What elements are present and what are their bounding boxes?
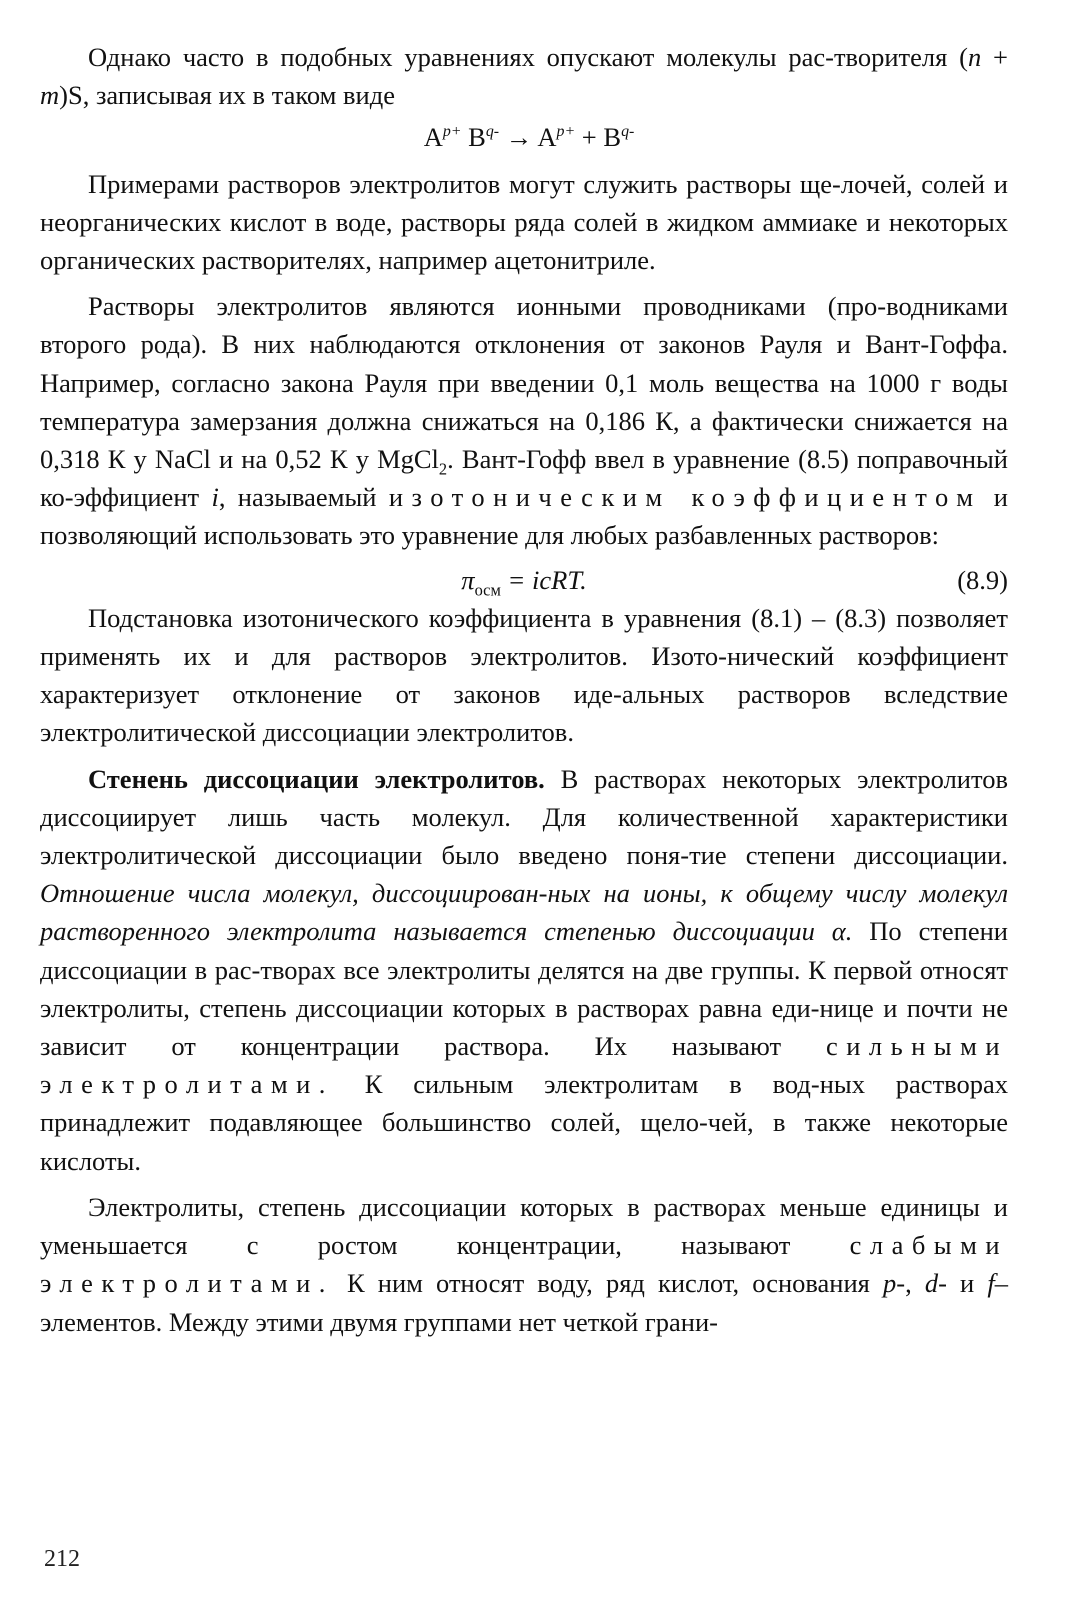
equation-number: (8.9) <box>957 564 1008 595</box>
term-strong-electrolytes: сильными электролитами. <box>40 1031 1008 1100</box>
separator-2: - и <box>938 1268 988 1299</box>
eq-subscript-osm: осм <box>474 579 501 599</box>
paragraph-6-text-2: К ним относят воду, ряд кислот, основания <box>333 1268 883 1299</box>
paragraph-1-text-end: )S, записывая их в таком виде <box>59 80 395 111</box>
equation-dissociation <box>40 118 1008 156</box>
eq-charge-p-plus: p+ <box>442 123 462 141</box>
paragraph-1-text: Однако часто в подобных уравнениях опускают молекулы рас-творителя ( <box>88 42 968 72</box>
paragraph-6-text-3: –элементов. Между этими двумя группами нет четкой грани- <box>40 1268 1008 1337</box>
paragraph-6 <box>40 1188 1008 1341</box>
eq-charge-q-minus: q- <box>485 123 500 141</box>
eq-anion-B: B <box>468 122 486 153</box>
eq-product-B: B <box>603 122 622 153</box>
eq-product-charge-p: p+ <box>556 123 576 141</box>
paragraph-1 <box>40 38 1008 114</box>
symbol-p: p <box>883 1268 897 1299</box>
eq-plus: + <box>575 122 604 153</box>
eq-product-charge-q: q- <box>621 123 635 141</box>
definition-italic: Отношение числа молекул, диссоциирован-ных на ионы, к общему числу молекул растворенного электролита называется степенью диссоциации α. <box>40 878 1008 947</box>
paragraph-3 <box>40 287 1008 554</box>
paragraph-3-text: Растворы электролитов являются ионными проводниками (про-водниками второго рода). В них наблюдаются отклонения от законов Рауля и Вант-Гоффа. Например, согласно закона Рауля при введении 0,1 моль вещества на 1000 г воды температура замерзания должна снижаться на 0,186 К, а фактически снижается на 0,318 К у NaCl и на 0,52 К у MgCl <box>40 291 1008 475</box>
term-weak-electrolytes: слабыми электролитами. <box>40 1230 1008 1299</box>
paragraph-5 <box>40 760 1008 1180</box>
symbol-m: m <box>40 80 60 111</box>
paragraph-3-text-2: . Вант-Гофф ввел в уравнение (8.5) поправочный ко-эффициент <box>40 444 1008 513</box>
paragraph-5-text: В растворах некоторых электролитов диссоциирует лишь часть молекул. Для количественной характеристики электролитической диссоциации было введено поня-тие степени диссоциации. <box>40 763 1008 871</box>
eq-product-A: A <box>537 122 557 153</box>
separator-1: -, <box>896 1268 925 1299</box>
plus-sign: + <box>981 42 1008 72</box>
section-heading: Стенень диссоциации электролитов. <box>88 763 545 794</box>
paragraph-4: Подстановка изотонического коэффициента в уравнения (8.1) – (8.3) позволяет применять их и для растворов электролитов. Изото-нический коэффициент характеризует отклонение от законов иде-альных растворов вследствие электролитической диссоциации электролитов. <box>40 602 1008 748</box>
paragraph-5-text-3: К сильным электролитам в вод-ных растворах принадлежит подавляющее большинство солей, щело-чей, в также некоторые кислоты. <box>40 1069 1008 1176</box>
eq-cation-A: A <box>423 122 443 153</box>
term-isotonic-coefficient: изотоническим коэффициентом <box>388 482 982 513</box>
document-page <box>40 38 1008 1341</box>
equation-8-9 <box>40 561 1008 599</box>
page-number: 212 <box>44 1546 80 1572</box>
symbol-f: f <box>987 1268 995 1299</box>
symbol-n: n <box>967 42 982 72</box>
paragraph-2: Примерами растворов электролитов могут служить растворы ще-лочей, солей и неорганических кислот в воде, растворы ряда солей в жидком аммиаке и некоторых органических растворителях, например ацетонитриле. <box>40 168 1008 276</box>
eq-arrow: → <box>499 122 538 153</box>
paragraph-3-text-4: и позволяющий использовать это уравнение для любых разбавленных растворов: <box>40 482 1008 551</box>
paragraph-3-text-3: , называемый <box>218 482 389 513</box>
eq-pi: π <box>461 564 475 595</box>
paragraph-5-text-2: По степени диссоциации в рас-творах все электролиты делятся на две группы. К первой относят электролиты, степень диссоциации которых в растворах равна еди-нице и почти не зависит от концентрации раствора. Их называют <box>40 916 1008 1062</box>
paragraph-6-text: Электролиты, степень диссоциации которых в растворах меньше единицы и уменьшается с ростом концентрации, называют <box>40 1191 1008 1261</box>
symbol-i: i <box>211 482 219 513</box>
subscript-2: 2 <box>438 459 448 479</box>
symbol-d: d <box>924 1268 939 1299</box>
eq-rhs: = icRT. <box>500 564 587 595</box>
